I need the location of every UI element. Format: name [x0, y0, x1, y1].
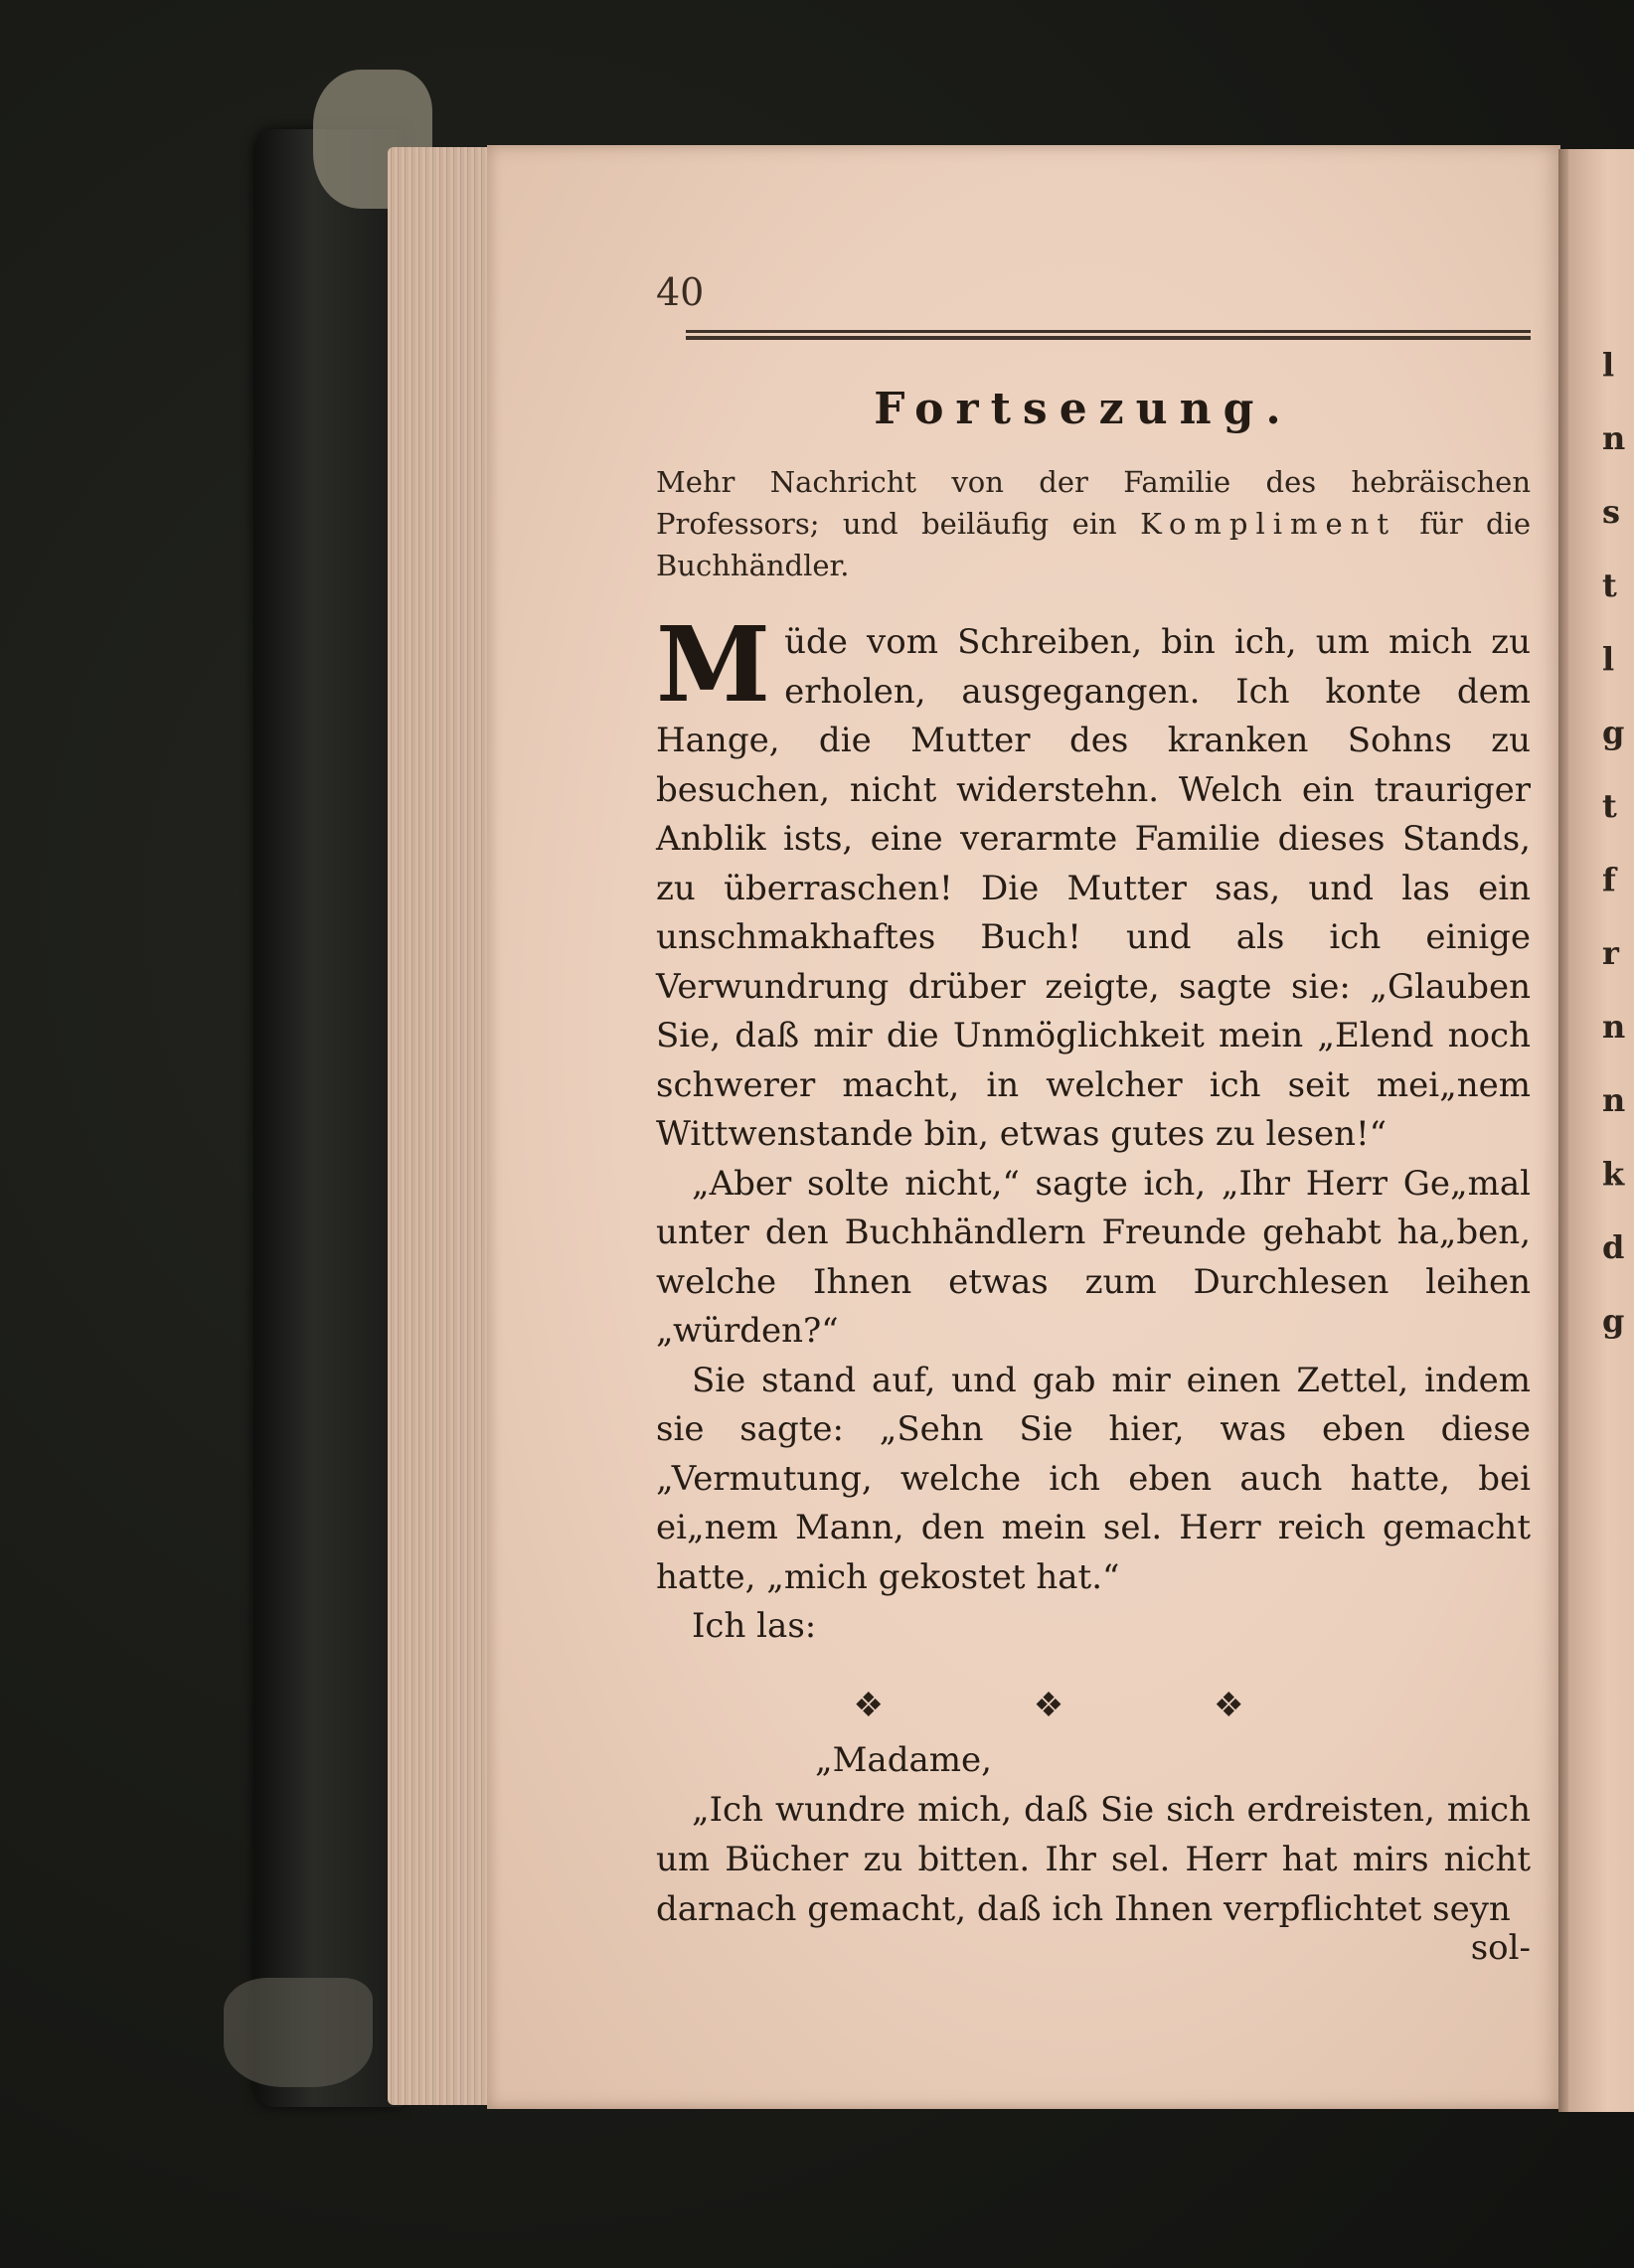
- fragment: n: [1602, 1081, 1626, 1119]
- page-edges: [388, 147, 497, 2105]
- summary-text-1: Mehr Nachricht von der Familie des hebräischen Professors; und beiläufig ein: [656, 465, 1531, 541]
- fragment: t: [1602, 567, 1617, 604]
- letter-text: „Ich wundre mich, daß Sie sich erdreisten, mich um Bücher zu bitten. Ihr sel. Herr hat mirs nicht darnach gemacht, daß ich Ihnen verpflichtet seyn: [656, 1790, 1531, 1929]
- fragment: n: [1602, 1008, 1626, 1046]
- adjacent-page-fragments: [1602, 328, 1632, 1358]
- fragment: l: [1602, 640, 1615, 678]
- fragment: f: [1602, 861, 1616, 898]
- fragment: r: [1602, 934, 1619, 972]
- chapter-summary: [656, 461, 1531, 586]
- letter-salutation: „Madame,: [815, 1740, 992, 1780]
- quoted-letter: [656, 1735, 1531, 1934]
- fragment: s: [1602, 493, 1621, 531]
- summary-text-2: für die Buchhändler.: [656, 507, 1531, 582]
- paragraph-4: Ich las:: [692, 1606, 817, 1646]
- fragment: l: [1602, 346, 1615, 384]
- fragment: n: [1602, 419, 1626, 457]
- summary-spaced-word: Kompliment: [1140, 507, 1397, 541]
- header-rule: [686, 330, 1531, 342]
- page-number: 40: [656, 270, 705, 314]
- worn-cover-corner-bottom: [224, 1978, 373, 2087]
- page-content: [636, 248, 1531, 1998]
- catchword: sol-: [1470, 1928, 1531, 1968]
- drop-cap: M: [656, 603, 771, 726]
- paragraph-3: Sie stand auf, und gab mir einen Zettel, indem sie sagte: „Sehn Sie hier, was eben diese „Vermutung, welche ich eben auch hatte, bei ei„nem Mann, den mein sel. Herr reich gemacht hatte, „mich gekostet hat.“: [656, 1360, 1531, 1597]
- fragment: g: [1602, 714, 1625, 751]
- paragraph-1-text: üde vom Schreiben, bin ich, um mich zu erholen, ausgegangen. Ich konte dem Hange, die Mutter des kranken Sohns zu besuchen, nicht widerstehn. Welch ein trauriger Anblik ists, eine verarmte Familie dieses Stands, zu überraschen! Die Mutter sas, und las ein unschmakhaftes Buch! und als ich einige Verwundrung drüber zeigte, sagte sie: „Glauben Sie, daß mir die Unmöglichkeit mein „Elend noch schwerer macht, in welcher ich seit mei„nem Wittwenstande bin, etwas gutes zu lesen!“: [656, 622, 1531, 1154]
- fragment: k: [1602, 1155, 1625, 1193]
- fragment: t: [1602, 787, 1617, 825]
- body-text: [656, 603, 1531, 1652]
- chapter-heading: Fortsezung.: [874, 384, 1293, 434]
- fragment: g: [1602, 1302, 1625, 1340]
- paragraph-2: „Aber solte nicht,“ sagte ich, „Ihr Herr Ge„mal unter den Buchhändlern Freunde gehabt ha„ben, welche Ihnen etwas zum Durchlesen leihen „würden?“: [656, 1163, 1531, 1351]
- fragment: d: [1602, 1228, 1625, 1266]
- book-cover: [253, 129, 403, 2107]
- ornament-divider: ❖ ❖ ❖: [853, 1686, 1314, 1725]
- paragraph-1: [656, 603, 1531, 1160]
